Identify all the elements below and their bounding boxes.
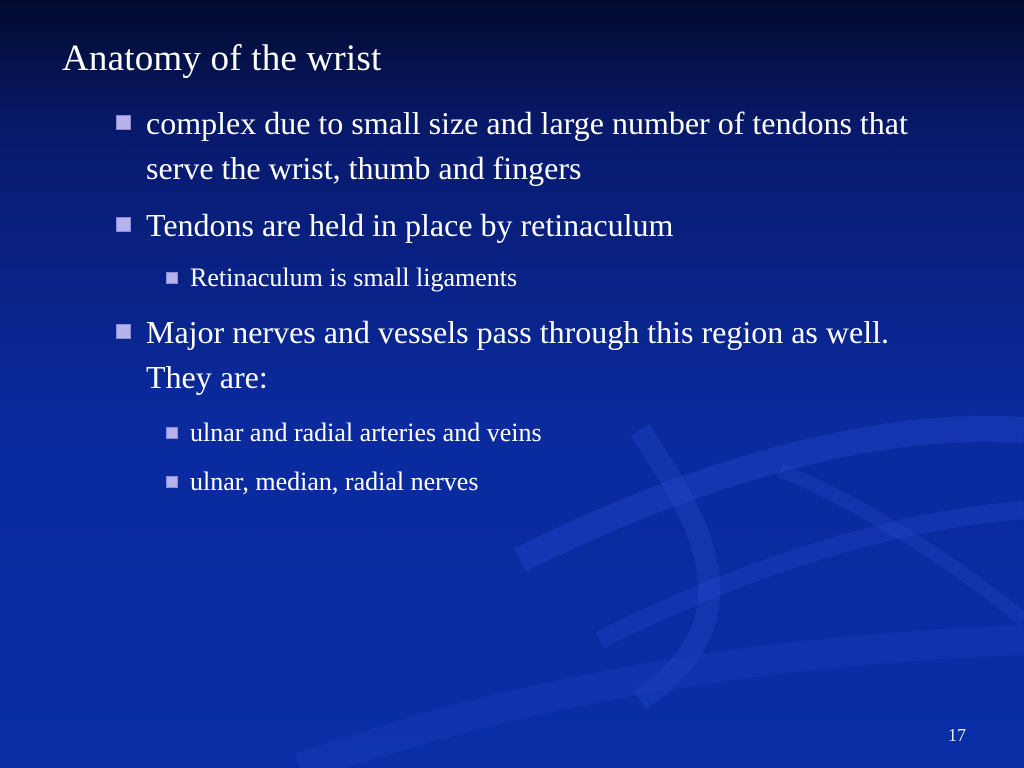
sub-bullet-item [190, 417, 950, 449]
bullet-text: Tendons are held in place by retinaculum [146, 207, 674, 243]
square-bullet-icon [166, 272, 178, 284]
bullet-item [146, 101, 946, 191]
square-bullet-icon [166, 476, 178, 488]
sub-bullet-item [190, 466, 950, 498]
bullet-text: Major nerves and vessels pass through this region as well. They are: [146, 314, 889, 395]
bullet-item [146, 310, 946, 400]
sub-bullet-text: ulnar, median, radial nerves [190, 467, 479, 496]
square-bullet-icon [166, 427, 178, 439]
slide-title: Anatomy of the wrist [62, 38, 382, 79]
square-bullet-icon [116, 115, 131, 130]
bullet-item [146, 203, 946, 248]
square-bullet-icon [116, 324, 131, 339]
slide-number: 17 [948, 725, 966, 745]
square-bullet-icon [116, 217, 131, 232]
bullet-text: complex due to small size and large number of tendons that serve the wrist, thumb and fingers [146, 105, 908, 186]
sub-bullet-text: Retinaculum is small ligaments [190, 263, 518, 292]
sub-bullet-item [190, 262, 950, 294]
sub-bullet-text: ulnar and radial arteries and veins [190, 418, 542, 447]
